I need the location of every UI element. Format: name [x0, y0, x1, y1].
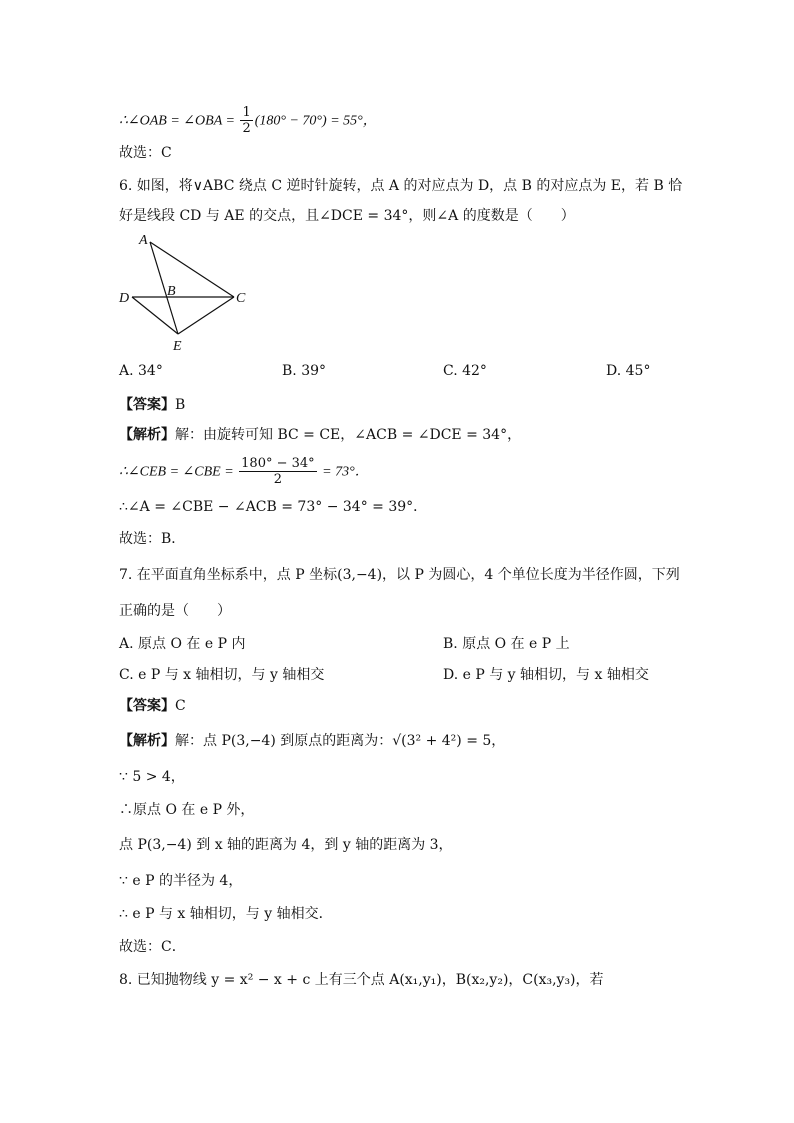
segment-ec [178, 297, 234, 334]
solution-text: 解：点 P(3,−4) 到原点的距离为：√(3² + 4²) = 5， [175, 733, 506, 749]
q6-option-d: D. 45° [606, 363, 651, 379]
q7-option-b: B. 原点 O 在 e P 上 [443, 636, 570, 652]
q7-answer-line [119, 696, 186, 716]
triangle-rotation-figure [112, 228, 252, 354]
q6-option-a: A. 34° [119, 363, 163, 379]
label-d: D [119, 291, 130, 306]
equation-head: ∴∠CEB = ∠CBE = [119, 464, 238, 480]
fraction [240, 105, 252, 136]
q7-option-c: C. e P 与 x 轴相切，与 y 轴相交 [119, 667, 325, 683]
q6-solution-line-1 [119, 425, 521, 445]
q7-solution-line-5: ∵ e P 的半径为 4， [119, 873, 243, 889]
fraction [239, 456, 317, 487]
question-6-text-line-1: 6. 如图，将∨ABC 绕点 C 逆时针旋转，点 A 的对应点为 D，点 B 的对应点为 E，若 B 恰 [119, 178, 683, 194]
answer-value: B [175, 397, 186, 413]
q7-solution-line-1 [119, 731, 505, 751]
question-7-text-line-1: 7. 在平面直角坐标系中，点 P 坐标(3,−4)，以 P 为圆心，4 个单位长度为半径作圆，下列 [119, 567, 680, 583]
q6-option-c: C. 42° [443, 363, 487, 379]
fraction-numerator: 180° − 34° [241, 456, 315, 471]
q6-solution-line-4: 故选：B． [119, 531, 186, 547]
solution-text: 解：由旋转可知 BC = CE，∠ACB = ∠DCE = 34°， [175, 427, 522, 443]
q6-answer-line [119, 395, 185, 415]
q6-solution-line-2 [119, 456, 369, 487]
q6-option-b: B. 39° [282, 363, 327, 379]
label-a: A [139, 233, 148, 248]
question-8-text-line-1: 8. 已知抛物线 y = x² − x + c 上有三个点 A(x₁,y₁)，B(x₂,y₂)，C(x₃,y₃)，若 [119, 972, 604, 988]
q7-solution-line-6: ∴ e P 与 x 轴相切，与 y 轴相交． [119, 906, 333, 922]
equation-head: ∴∠OAB = ∠OBA = [119, 113, 239, 129]
answer-tag: 【答案】 [119, 698, 175, 714]
answer-choice-line: 故选：C [119, 145, 172, 161]
solution-line-angle-oab [119, 105, 377, 136]
equation-tail: = 73°． [318, 464, 369, 480]
question-6-text-line-2: 好是线段 CD 与 AE 的交点，且∠DCE = 34°，则∠A 的度数是（ ） [119, 208, 575, 224]
solution-tag: 【解析】 [119, 427, 175, 443]
label-e: E [173, 339, 182, 354]
segment-de [132, 297, 178, 334]
q7-solution-line-4: 点 P(3,−4) 到 x 轴的距离为 4，到 y 轴的距离为 3， [119, 837, 453, 853]
answer-value: C [175, 698, 186, 714]
label-c: C [236, 291, 246, 306]
fraction-denominator: 2 [242, 121, 251, 136]
q7-solution-line-2: ∵ 5 > 4， [119, 769, 185, 785]
equation-tail: (180° − 70°) = 55°， [254, 113, 377, 129]
q7-solution-line-7: 故选：C． [119, 939, 186, 955]
answer-tag: 【答案】 [119, 397, 175, 413]
q6-solution-line-3: ∴∠A = ∠CBE − ∠ACB = 73° − 34° = 39°． [119, 499, 428, 515]
fraction-denominator: 2 [273, 472, 283, 487]
fraction-numerator: 1 [242, 105, 251, 120]
q7-option-d: D. e P 与 y 轴相切，与 x 轴相交 [443, 667, 649, 683]
q7-solution-line-3: ∴原点 O 在 e P 外， [119, 802, 255, 818]
solution-tag: 【解析】 [119, 733, 175, 749]
question-7-text-line-2: 正确的是（ ） [119, 603, 231, 619]
q7-option-a: A. 原点 O 在 e P 内 [119, 636, 246, 652]
segment-ac [150, 242, 234, 297]
label-b: B [167, 284, 176, 299]
